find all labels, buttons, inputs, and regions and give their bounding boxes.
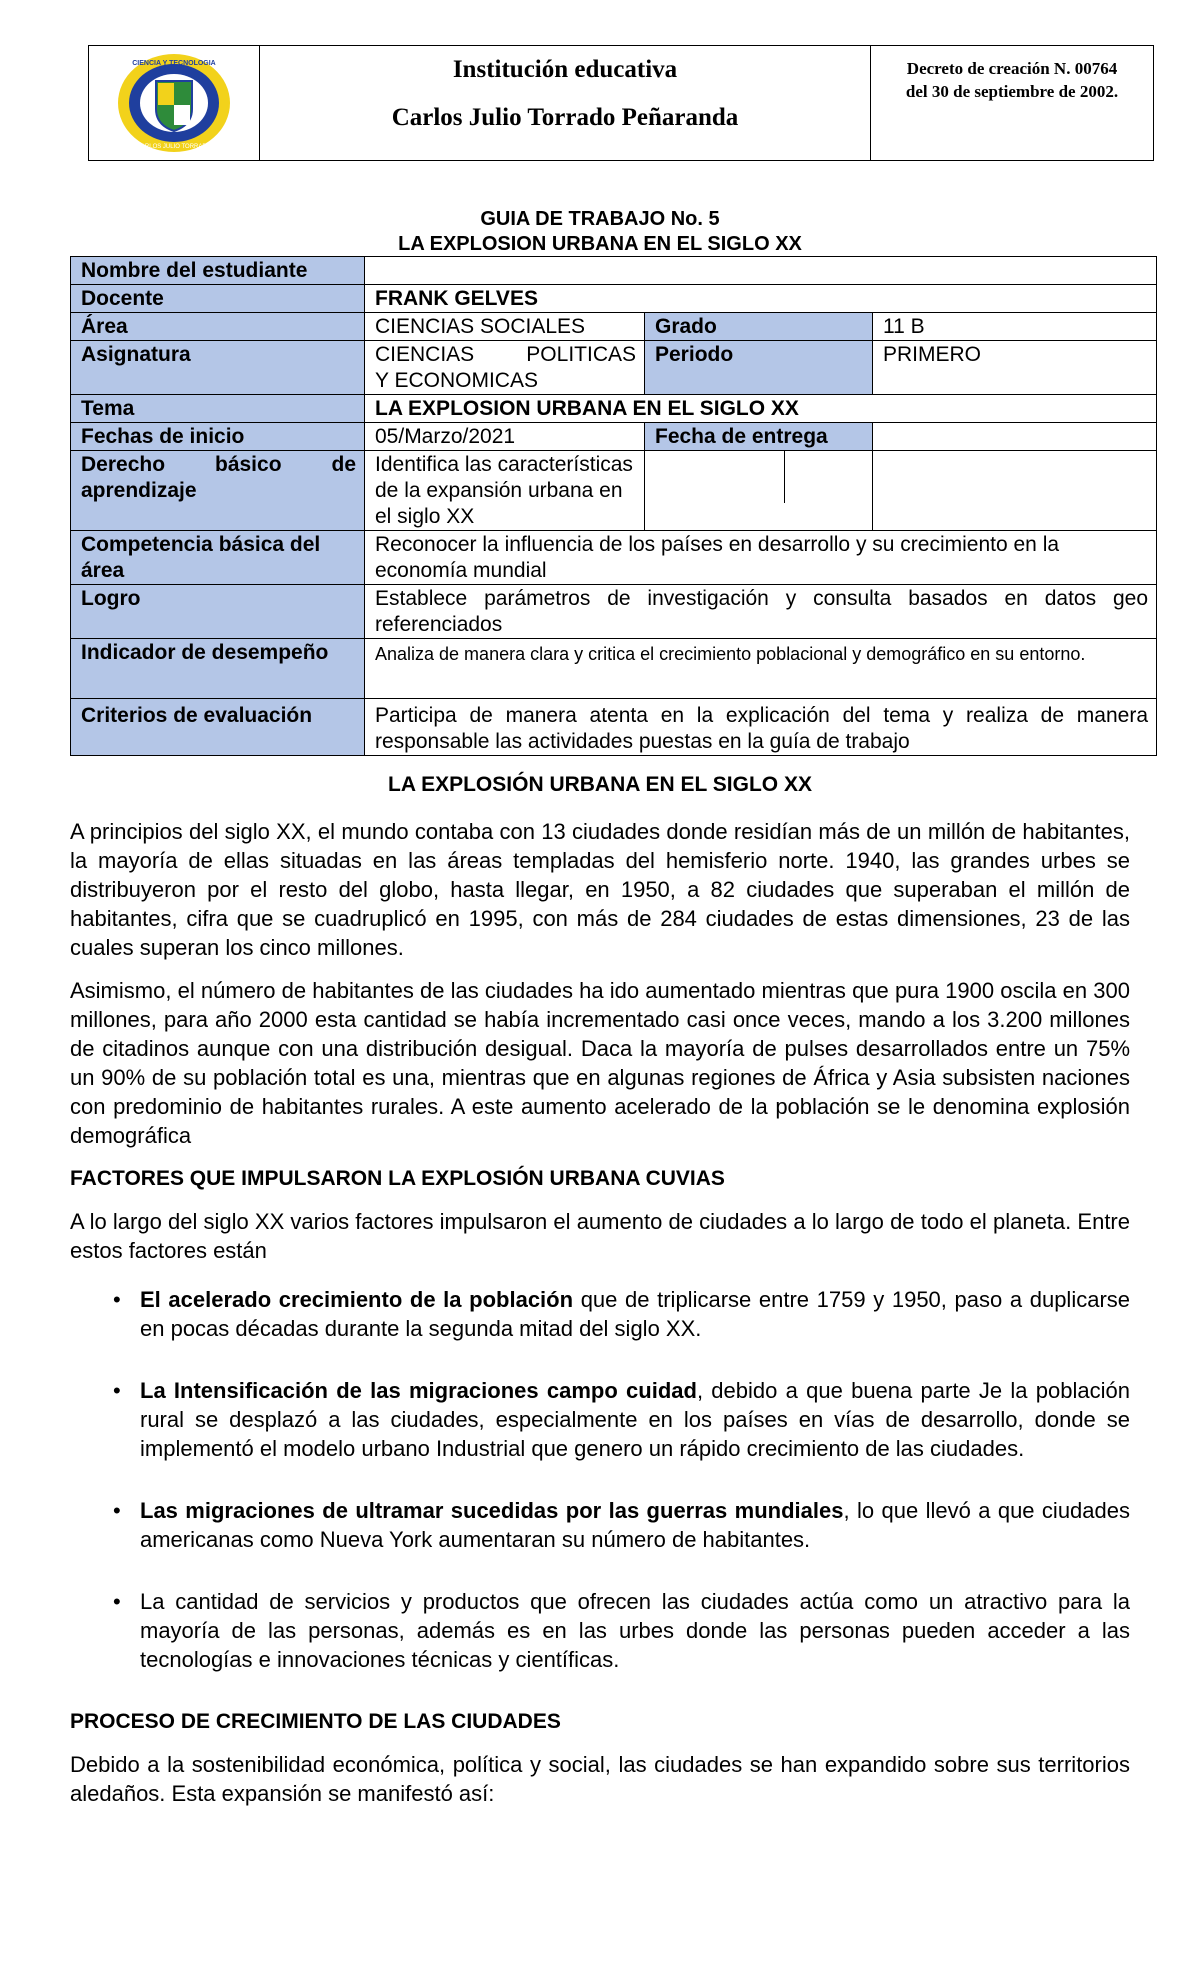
institution-line-1: Institución educativa [452, 56, 678, 83]
start-date-label: Fechas de inicio [71, 423, 365, 451]
area-value: CIENCIAS SOCIALES [365, 313, 645, 341]
teacher-label: Docente [71, 285, 365, 313]
bullet-icon: • [113, 1498, 121, 1523]
growth-paragraph: Debido a la sostenibilidad económica, política y social, las ciudades se han expandido sobre sus territorios aledaños. Esta expansión se manifestó así: [70, 1752, 1130, 1806]
competence-label: Competencia básica del área [71, 531, 365, 585]
row-student [71, 257, 1157, 285]
subject-value-line-2: Y ECONOMICAS [375, 369, 538, 392]
student-info-table [70, 256, 1157, 756]
row-dates [71, 423, 1157, 451]
competence-value: Reconocer la influencia de los países en desarrollo y su crecimiento en la economía mundial [365, 531, 1157, 585]
institution-name-cell [260, 46, 871, 160]
bullet-bold: Las migraciones de ultramar sucedidas por las guerras mundiales [140, 1498, 844, 1523]
growth-title: PROCESO DE CRECIMIENTO DE LAS CIUDADES [70, 1710, 561, 1733]
achievement-value: Establece parámetros de investigación y consulta basados en datos geo referenciados [365, 585, 1157, 639]
dba-inner-box [645, 451, 785, 503]
subject-value [365, 341, 645, 395]
factors-intro: A lo largo del siglo XX varios factores impulsaron el aumento de ciudades a lo largo de todo el planeta. Entre estos factores están [70, 1209, 1130, 1263]
logo-text-top: CIENCIA Y TECNOLOGIA [132, 60, 216, 67]
institution-line-2: Carlos Julio Torrado Peñaranda [391, 104, 739, 131]
guide-title: GUIA DE TRABAJO No. 5 [480, 208, 720, 230]
row-achievement [71, 585, 1157, 639]
list-item [70, 1587, 1130, 1674]
subject-label: Asignatura [71, 341, 365, 395]
criteria-value: Participa de manera atenta en la explicación del tema y realiza de manera responsable las actividades puestas en la guía de trabajo [365, 699, 1157, 756]
bullet-icon: • [113, 1378, 121, 1403]
factors-title: FACTORES QUE IMPULSARON LA EXPLOSIÓN URBANA CUVIAS [70, 1167, 725, 1190]
institution-header [88, 45, 1154, 161]
row-area [71, 313, 1157, 341]
bullet-icon: • [113, 1287, 121, 1312]
guide-subtitle: LA EXPLOSION URBANA EN EL SIGLO XX [398, 233, 802, 255]
dba-label-line-2: aprendizaje [81, 479, 197, 502]
school-crest-icon [114, 51, 234, 155]
row-topic [71, 395, 1157, 423]
row-subject [71, 341, 1157, 395]
grade-label: Grado [645, 313, 873, 341]
decree-line-2: del 30 de septiembre de 2002. [905, 82, 1119, 101]
list-item [70, 1376, 1130, 1463]
decree-line-1: Decreto de creación N. 00764 [906, 59, 1118, 78]
due-date-value[interactable] [873, 423, 1157, 451]
dba-value: Identifica las características de la expansión urbana en el siglo XX [365, 451, 645, 531]
topic-value: LA EXPLOSION URBANA EN EL SIGLO XX [365, 395, 1157, 423]
topic-label: Tema [71, 395, 365, 423]
bullet-text: que de triplicarse entre 1759 y 1950, paso a duplicarse en pocas décadas durante la segunda mitad del siglo XX. [140, 1287, 1131, 1341]
indicator-label: Indicador de desempeño [71, 639, 365, 699]
row-criteria [71, 699, 1157, 756]
logo-text-left: CARLOS JULIO TORRADO [136, 144, 212, 150]
bullet-bold: El acelerado crecimiento de la población [140, 1287, 574, 1312]
list-item [70, 1285, 1130, 1343]
main-title: LA EXPLOSIÓN URBANA EN EL SIGLO XX [388, 773, 812, 796]
bullet-icon: • [113, 1589, 121, 1614]
guide-titles [0, 207, 1200, 257]
criteria-label: Criterios de evaluación [71, 699, 365, 756]
period-value: PRIMERO [873, 341, 1157, 395]
dba-extra-cell [645, 451, 873, 531]
dba-label-line-1: Derecho básico de [81, 453, 356, 476]
dba-empty-cell [873, 451, 1157, 531]
due-date-label: Fecha de entrega [645, 423, 873, 451]
dba-label [71, 451, 365, 531]
factors-list [70, 1285, 1130, 1674]
bullet-text: La cantidad de servicios y productos que ofrecen las ciudades actúa como un atractivo para la mayoría de las personas, además es en las urbes donde las personas pueden acceder a las tecnologías e innovaciones técnicas y científicas. [140, 1589, 1130, 1672]
student-value[interactable] [365, 257, 1157, 285]
decree-cell [871, 46, 1153, 160]
row-teacher [71, 285, 1157, 313]
start-date-value: 05/Marzo/2021 [365, 423, 645, 451]
list-item [70, 1496, 1130, 1554]
teacher-value: FRANK GELVES [365, 285, 1157, 313]
bullet-bold: La Intensificación de las migraciones campo cuidad [140, 1378, 697, 1403]
main-content [70, 770, 1130, 1822]
subject-value-line-1: CIENCIAS POLITICAS [375, 343, 636, 366]
student-label: Nombre del estudiante [71, 257, 365, 285]
row-indicator [71, 639, 1157, 699]
paragraph-1: A principios del siglo XX, el mundo contaba con 13 ciudades donde residían más de un millón de habitantes, la mayoría de ellas situadas en las áreas templadas del hemisferio norte. 1940, las grandes urbes se distribuyeron por el resto del globo, hasta llegar, en 1950, a 82 ciudades que superaban el millón de habitantes, cifra que se cuadruplicó en 1995, con más de 284 ciudades de estas dimensiones, 23 de las cuales superan los cinco millones. [70, 819, 1130, 960]
paragraph-2: Asimismo, el número de habitantes de las ciudades ha ido aumentado mientras que pura 1900 oscila en 300 millones, para año 2000 esta cantidad se había incrementado casi once veces, mando a los 3.200 millones de citadinos aunque con una distribución desigual. Daca la mayoría de pulses desarrollados entre un 75% un 90% de su población total es una, mientras que en algunas regiones de África y Asia subsisten naciones con predominio de habitantes rurales. A este aumento acelerado de la población se le denomina explosión demográfica [70, 978, 1130, 1148]
bullet-text: , debido a que buena parte Je la población rural se desplazó a las ciudades, especialmente en los países en vías de desarrollo, donde se implementó el modelo urbano Industrial que genero un rápido crecimiento de las ciudades. [140, 1378, 1130, 1461]
indicator-value: Analiza de manera clara y critica el crecimiento poblacional y demográfico en su entorno. [365, 639, 1157, 699]
period-label: Periodo [645, 341, 873, 395]
grade-value: 11 B [873, 313, 1157, 341]
bullet-text: , lo que llevó a que ciudades americanas como Nueva York aumentaran su número de habitantes. [140, 1498, 1130, 1552]
row-dba [71, 451, 1157, 531]
logo-cell [89, 46, 260, 160]
area-label: Área [71, 313, 365, 341]
row-competence [71, 531, 1157, 585]
achievement-label: Logro [71, 585, 365, 639]
